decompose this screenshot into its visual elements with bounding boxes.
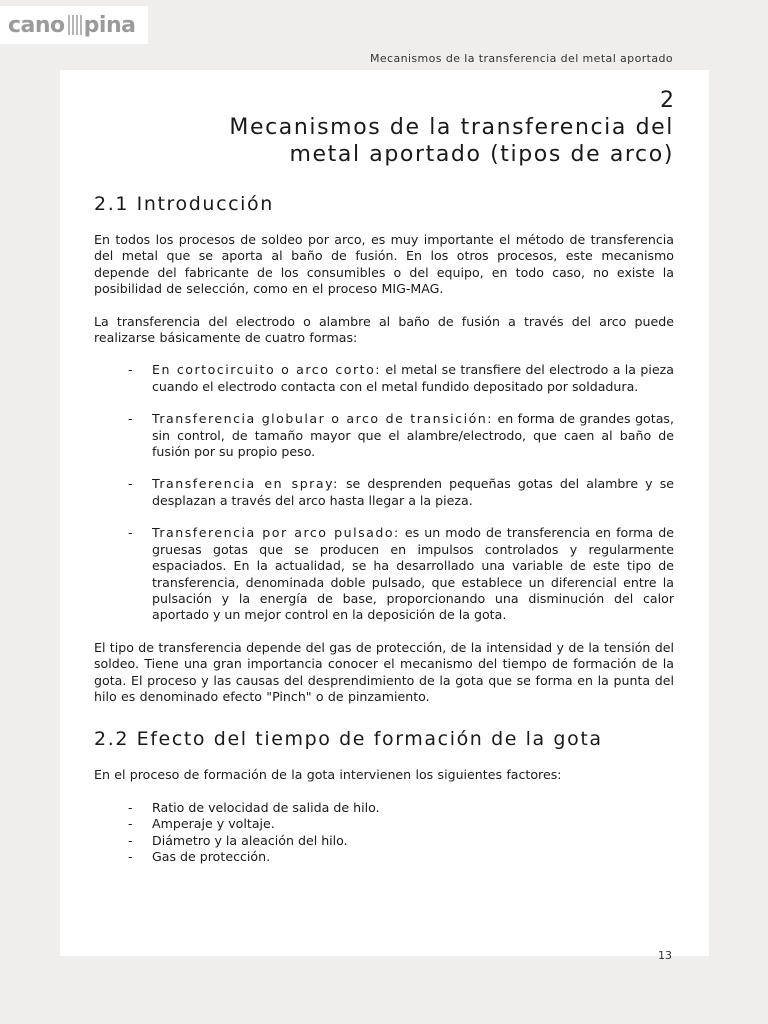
factors-list [94,800,674,866]
list-item [94,833,674,849]
list-item [94,362,674,395]
item-text: Gas de protección. [152,848,271,864]
canopina-logo [0,6,148,44]
item-term: En cortocircuito o arco corto: [152,362,382,378]
dash-marker: - [128,848,133,864]
page-content [94,88,674,865]
running-header: Mecanismos de la transferencia del metal aportado [369,52,673,65]
item-text: el metal se transfiere del electrodo a la pieza cuando el electrodo contacta con el metal fundido depositado por soldadura. [152,362,675,394]
item-text: en forma de grandes gotas, sin control, de tamaño mayor que el alambre/electrodo, que caen al baño de fusión por su propio peso. [152,411,674,460]
item-text: se desprenden pequeñas gotas del alambre y se desplazan a través del arco hasta llegar a la pieza. [152,476,675,508]
item-text: Amperaje y voltaje. [152,816,275,832]
transfer-modes-list [94,362,674,623]
section-heading-introduccion: 2.1 Introducción [94,193,274,215]
logo-text-right: pina [83,12,136,38]
list-item [94,849,674,865]
item-term: Transferencia en spray: [152,476,339,492]
chapter-title [94,114,674,168]
intro-paragraph-1: En todos los procesos de soldeo por arco, es muy importante el método de transferencia del metal que se aporta al baño de fusión. En los otros procesos, este mecanismo depende del fabricante de los consumibles o del equipo, en todo caso, no existe la posibilidad de selección, como en el proceso MIG-MAG. [94,232,674,297]
intro-paragraph-2: La transferencia del electrodo o alambre al baño de fusión a través del arco puede realizarse básicamente de cuatro formas: [94,313,674,346]
chapter-title-line2: metal aportado (tipos de arco) [289,142,674,167]
dash-marker: - [128,799,133,815]
item-text: es un modo de transferencia en forma de gruesas gotas que se producen en impulsos controlados y regularmente espaciados. En la actualidad, se ha desarrollado una variable de este tipo de transferencia, denominada doble pulsado, que establece un diferencial entre la pulsación y la energía de base, proporcionando una disminución del calor aportado y un mejor control en la deposición de la gota. [152,525,674,623]
list-item [94,800,674,816]
intro-paragraph-3: El tipo de transferencia depende del gas de protección, de la intensidad y de la tensión del soldeo. Tiene una gran importancia conocer el mecanismo del tiempo de formación de la gota. El proceso y las causas del desprendimiento de la gota que se forma en la punta del hilo es denominado efecto "Pinch" o de pinzamiento. [94,639,674,704]
list-item [94,525,674,623]
section-heading-efecto: 2.2 Efecto del tiempo de formación de la gota [94,728,603,751]
dash-marker: - [128,411,133,427]
item-term: Transferencia globular o arco de transición: [152,411,494,427]
dash-marker: - [128,476,133,492]
dash-marker: - [128,525,133,541]
chapter-title-line1: Mecanismos de la transferencia del [229,115,674,140]
item-term: Transferencia por arco pulsado: [152,525,400,541]
page-number: 13 [658,949,672,962]
dash-marker: - [128,816,133,832]
logo-text-left: cano [8,12,65,38]
list-item [94,411,674,460]
list-item [94,476,674,509]
logo-bars-icon [68,15,82,35]
factors-intro-paragraph: En el proceso de formación de la gota intervienen los siguientes factores: [94,767,562,783]
page-sheet [60,70,709,962]
dash-marker: - [128,362,133,378]
list-item [94,816,674,832]
dash-marker: - [128,832,133,848]
item-text: Ratio de velocidad de salida de hilo. [152,799,380,815]
item-text: Diámetro y la aleación del hilo. [152,832,348,848]
chapter-number: 2 [660,88,674,113]
